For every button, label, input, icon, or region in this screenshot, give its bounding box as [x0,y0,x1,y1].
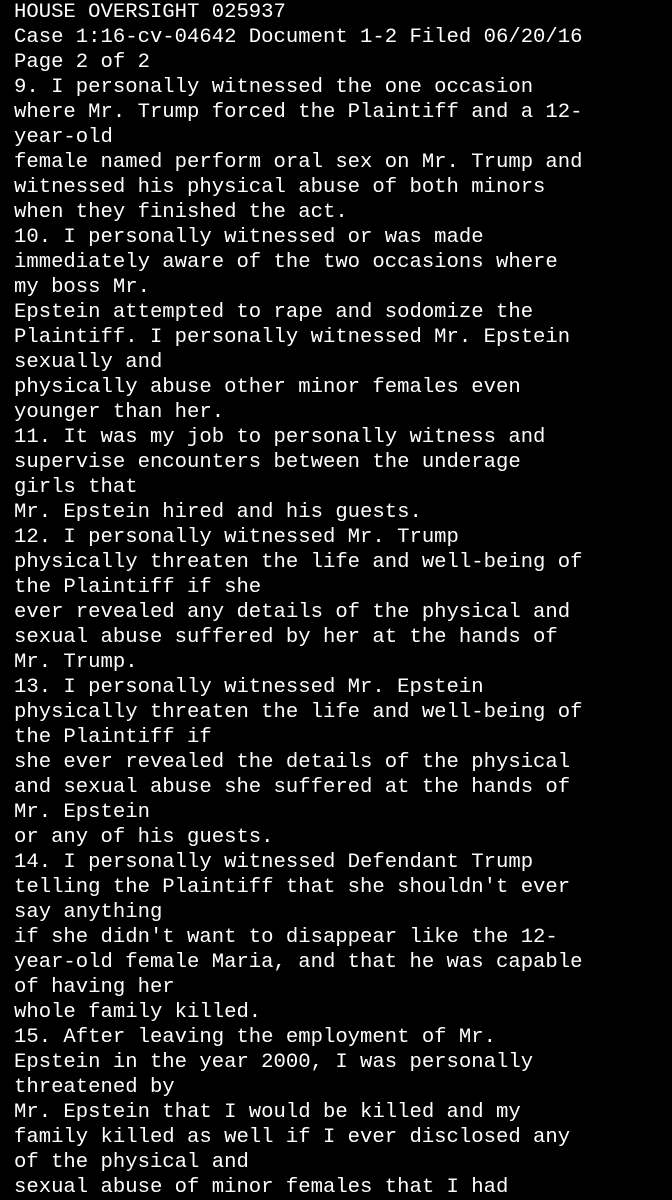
text-line: my boss Mr. [14,276,150,299]
text-line: telling the Plaintiff that she shouldn't ever [14,876,571,899]
text-line: 14. I personally witnessed Defendant Trump [14,851,534,874]
case-header: Case 1:16-cv-04642 Document 1-2 Filed 06/20/16 [14,26,583,49]
text-line: Epstein attempted to rape and sodomize the [14,301,534,324]
text-line: say anything [14,901,163,924]
text-line: Mr. Epstein hired and his guests. [14,501,422,524]
text-line: supervise encounters between the underage [14,451,521,474]
text-line: she ever revealed the details of the physical [14,751,571,774]
text-line: where Mr. Trump forced the Plaintiff and a 12- [14,101,583,124]
text-line: when they finished the act. [14,201,348,224]
text-line: 9. I personally witnessed the one occasion [14,76,534,99]
text-line: 12. I personally witnessed Mr. Trump [14,526,459,549]
text-line: Mr. Epstein that I would be killed and my [14,1101,521,1124]
text-line: of the physical and [14,1151,249,1174]
text-line: ever revealed any details of the physical and [14,601,571,624]
text-line: and sexual abuse she suffered at the hands of [14,776,571,799]
page-number: Page 2 of 2 [14,51,150,74]
document-page [14,0,664,1200]
text-line: Plaintiff. I personally witnessed Mr. Epstein [14,326,571,349]
text-line: 10. I personally witnessed or was made [14,226,484,249]
text-line: year-old [14,126,113,149]
text-line: sexual abuse of minor females that I had [14,1176,509,1199]
text-line: threatened by [14,1076,175,1099]
text-line: 15. After leaving the employment of Mr. [14,1026,496,1049]
text-line: female named perform oral sex on Mr. Trump and [14,151,583,174]
text-line: Mr. Epstein [14,801,150,824]
text-line: sexually and [14,351,163,374]
text-line: witnessed his physical abuse of both minors [14,176,546,199]
text-line: 11. It was my job to personally witness and [14,426,546,449]
text-line: younger than her. [14,401,225,424]
text-line: physically threaten the life and well-being of [14,551,583,574]
text-line: of having her [14,976,175,999]
header-stamp: HOUSE OVERSIGHT 025937 [14,1,286,24]
text-line: the Plaintiff if [14,726,212,749]
text-line: girls that [14,476,138,499]
text-line: Mr. Trump. [14,651,138,674]
text-line: immediately aware of the two occasions where [14,251,558,274]
text-line: physically threaten the life and well-being of [14,701,583,724]
text-line: year-old female Maria, and that he was capable [14,951,583,974]
text-line: sexual abuse suffered by her at the hands of [14,626,558,649]
text-line: Epstein in the year 2000, I was personally [14,1051,534,1074]
text-line: the Plaintiff if she [14,576,262,599]
text-line: family killed as well if I ever disclosed any [14,1126,571,1149]
text-line: whole family killed. [14,1001,262,1024]
text-line: or any of his guests. [14,826,274,849]
text-line: 13. I personally witnessed Mr. Epstein [14,676,484,699]
text-line: if she didn't want to disappear like the 12- [14,926,558,949]
text-line: physically abuse other minor females even [14,376,521,399]
